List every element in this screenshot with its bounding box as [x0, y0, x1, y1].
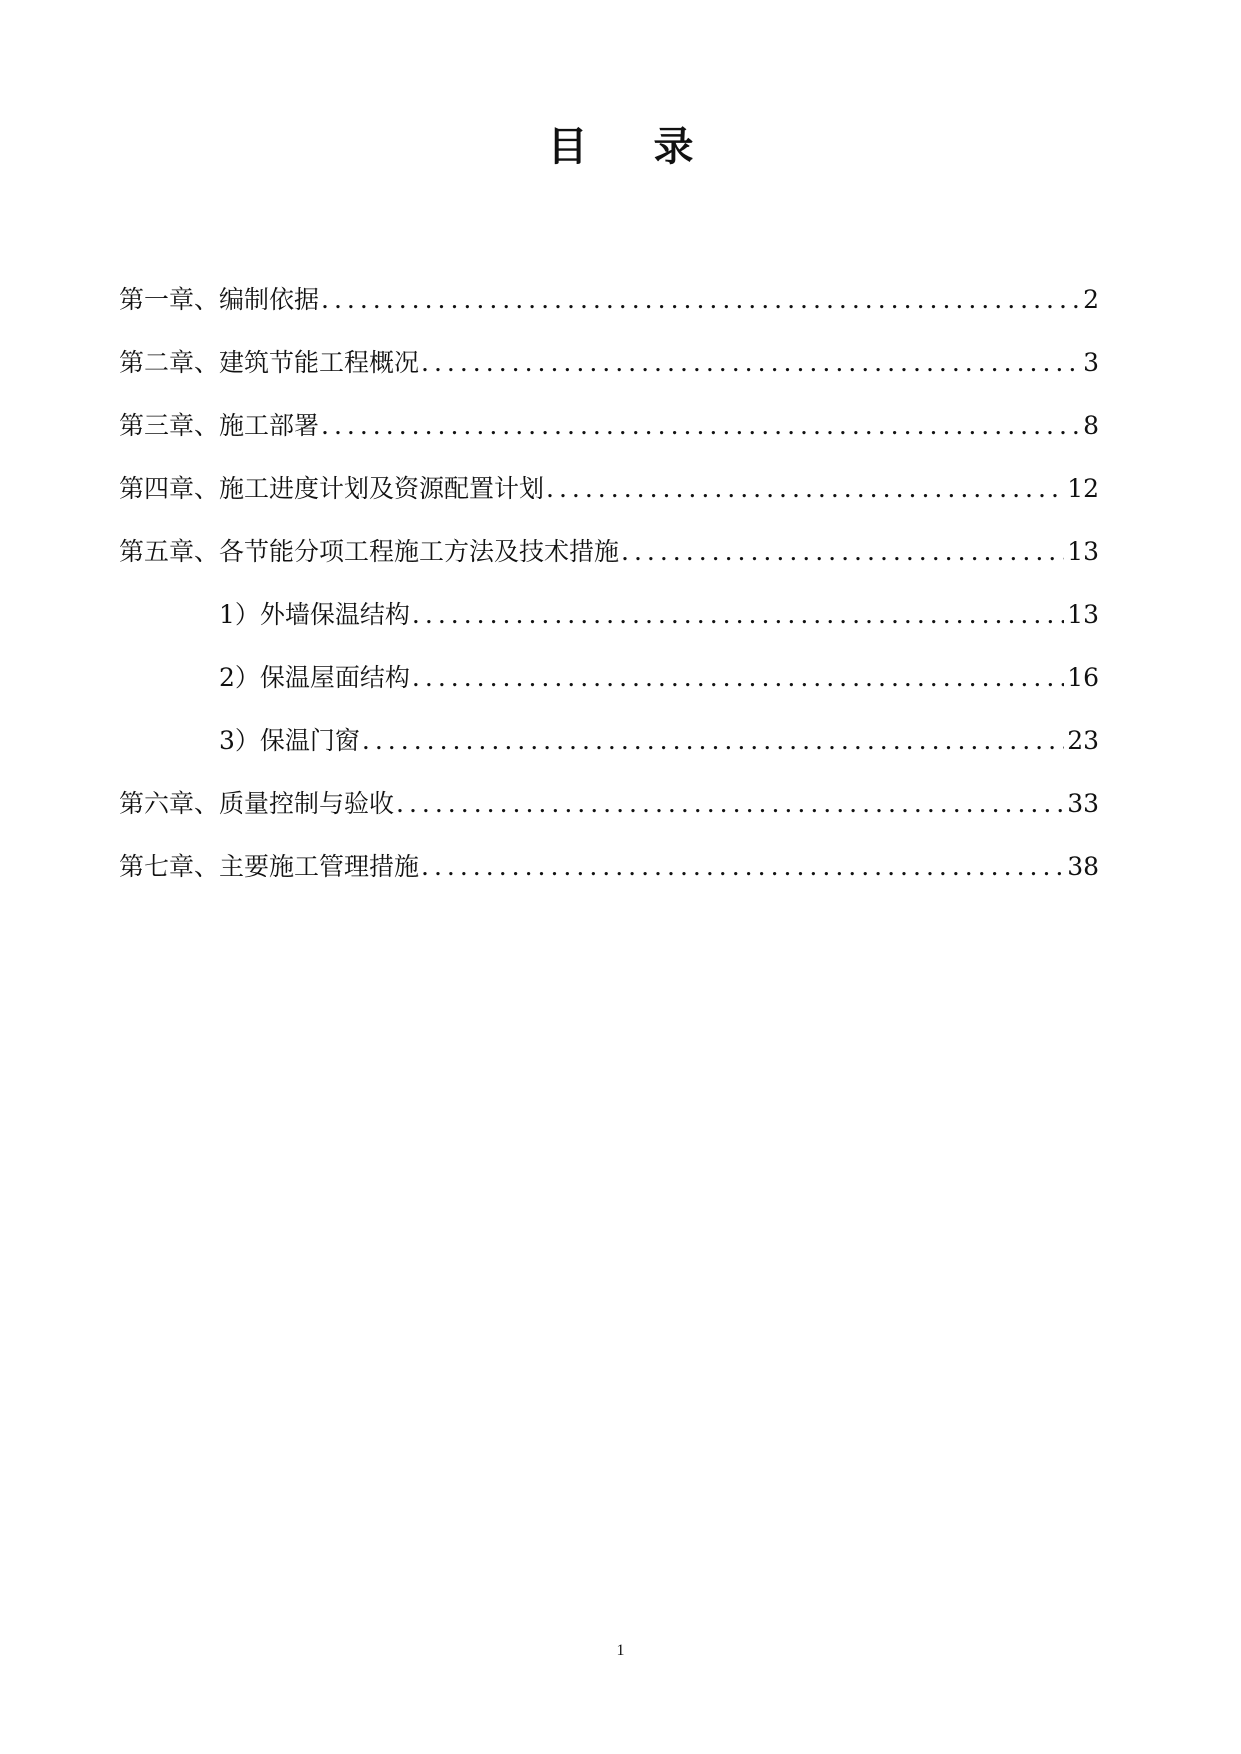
toc-entry-title: 第七章、主要施工管理措施: [119, 852, 420, 881]
toc-entry-title: 第五章、各节能分项工程施工方法及技术措施: [119, 537, 620, 566]
toc-entry-page: 23: [1067, 726, 1099, 755]
toc-entry-page: 2: [1083, 285, 1099, 314]
toc-entry-title: 第二章、建筑节能工程概况: [119, 348, 420, 377]
page-title: 目录: [547, 124, 760, 170]
toc-dot-leader: [362, 723, 1064, 759]
page-number: 1: [616, 1642, 625, 1659]
toc-entry[interactable]: [119, 345, 1099, 408]
toc-entry-page: 13: [1067, 600, 1099, 629]
toc-entry[interactable]: [119, 408, 1099, 471]
toc-dot-leader: [421, 345, 1080, 381]
toc-entry-title: 第三章、施工部署: [119, 411, 320, 440]
toc-subentry[interactable]: [119, 660, 1099, 723]
toc-dot-leader: [412, 660, 1064, 696]
toc-dot-leader: [621, 534, 1064, 570]
toc-dot-leader: [321, 408, 1080, 444]
toc-dot-leader: [396, 786, 1064, 822]
toc-entry[interactable]: [119, 534, 1099, 597]
toc-entry[interactable]: [119, 282, 1099, 345]
toc-entry-title: 第六章、质量控制与验收: [119, 789, 395, 818]
toc-subentry[interactable]: [119, 597, 1099, 660]
toc-dot-leader: [321, 282, 1080, 318]
toc-entry[interactable]: [119, 849, 1099, 912]
toc-entry-page: 16: [1067, 663, 1099, 692]
table-of-contents: [119, 282, 1099, 912]
toc-subentry[interactable]: [119, 723, 1099, 786]
toc-dot-leader: [412, 597, 1064, 633]
toc-entry-page: 3: [1083, 348, 1099, 377]
toc-entry-title: 2）保温屋面结构: [219, 663, 410, 692]
toc-entry[interactable]: [119, 786, 1099, 849]
toc-entry-title: 第一章、编制依据: [119, 285, 320, 314]
toc-entry-page: 38: [1067, 852, 1099, 881]
toc-dot-leader: [546, 471, 1064, 507]
toc-entry-page: 33: [1067, 789, 1099, 818]
toc-entry-page: 13: [1067, 537, 1099, 566]
toc-entry-title: 第四章、施工进度计划及资源配置计划: [119, 474, 545, 503]
toc-entry[interactable]: [119, 471, 1099, 534]
toc-entry-page: 8: [1083, 411, 1099, 440]
toc-entry-title: 1）外墙保温结构: [219, 600, 410, 629]
toc-entry-page: 12: [1067, 474, 1099, 503]
toc-entry-title: 3）保温门窗: [219, 726, 360, 755]
toc-dot-leader: [421, 849, 1064, 885]
